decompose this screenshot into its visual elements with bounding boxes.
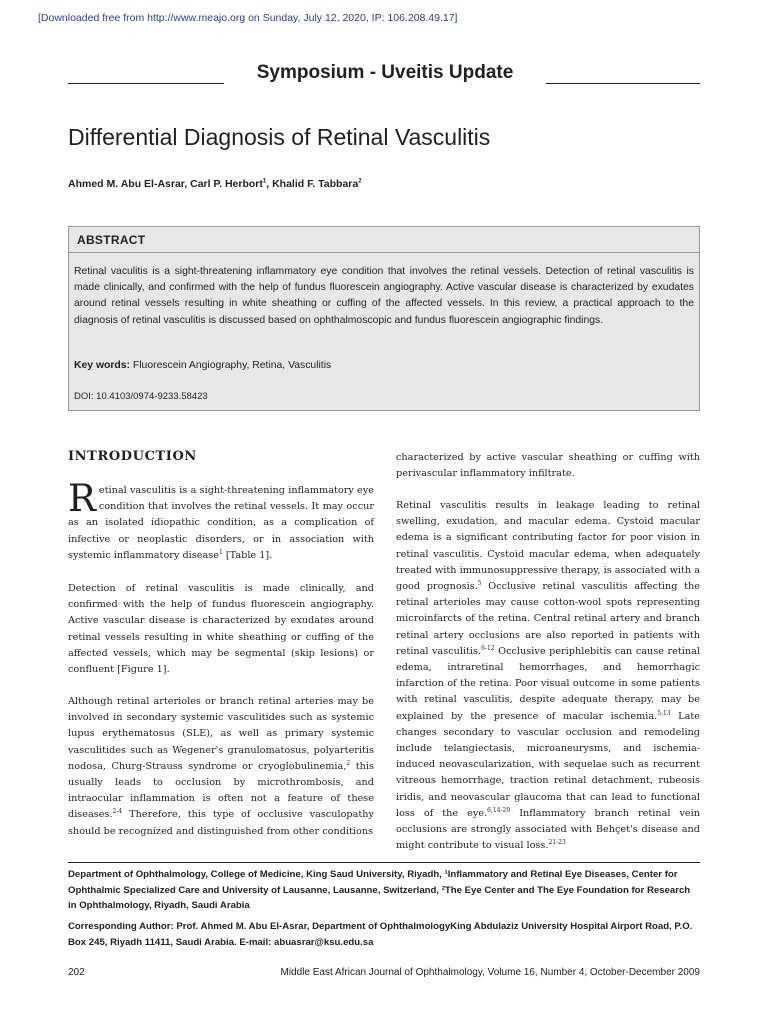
paragraph-text: Occlusive retinal vasculitis affecting the retinal arterioles may cause cotton-wool spots representing microinfarcts of the retina. Central retinal artery and branch retinal artery occlusions are also reported in patients with retinal vasculitis. bbox=[396, 581, 700, 657]
citation: 1 bbox=[218, 548, 223, 556]
intro-paragraph-1 bbox=[68, 477, 374, 564]
author-affiliation-mark: 2 bbox=[358, 178, 362, 185]
author-group-1: Ahmed M. Abu El-Asrar, Carl P. Herbort bbox=[68, 178, 263, 190]
paragraph-text: Retinal vasculitis results in leakage leading to retinal swelling, exudation, and macular edema. Cystoid macular edema is a significant contributing factor for poor vision in retinal vasculitis. Cystoid macular edema, when adequately treated with immunosuppressive therapy, is associated with a good prognosis. bbox=[396, 500, 700, 593]
corresponding-author-note: Corresponding Author: Prof. Ahmed M. Abu El-Asrar, Department of OphthalmologyKing Abdulaziz University Hospital Airport Road, P.O. Box 245, Riyadh 11411, Saudi Arabia. E-mail: abuasrar@ksu.edu.sa bbox=[68, 921, 693, 948]
page-number: 202 bbox=[68, 967, 85, 978]
right-paragraph-2 bbox=[396, 498, 700, 854]
abstract-heading: ABSTRACT bbox=[77, 233, 146, 247]
citation: 21-23 bbox=[548, 839, 566, 847]
footer-divider bbox=[68, 862, 700, 863]
section-rule-right bbox=[546, 83, 700, 84]
paragraph-text: Although retinal arterioles or branch retinal arteries may be involved in secondary systemic vasculitides such as systemic lupus erythematosus (SLE), as well as primary systemic vasculitides such as Wegener's granulomatosus, polyarteritis nodosa, Churg-Strauss syndrome or cryoglobulinemia, bbox=[68, 696, 374, 772]
author-list bbox=[68, 178, 362, 190]
paragraph-text: Occlusive periphlebitis can cause retinal edema, intraretinal hemorrhages, and hemorrhagic infarction of the retina. Poor visual outcome in some patients with retinal vasculitis, despite adequate therapy, may be explained by the presence of macular ischemia. bbox=[396, 645, 700, 722]
affiliation-note: Department of Ophthalmology, College of Medicine, King Saud University, Riyadh, ¹Inflammatory and Retinal Eye Diseases, Center for Ophthalmic Specialized Care and University of Lausanne, Lausanne, Switzerland, ²The Eye Center and The Eye Foundation for Research in Ophthalmology, Riyadh, Saudi Arabia bbox=[68, 869, 691, 911]
intro-paragraph-2: Detection of retinal vasculitis is made clinically, and confirmed with the help of fundus fluorescein angiography. Active vascular disease is characterized by exudates around retinal vessels resulting in white sheathing or cuffing of the affected vessels, which may be segmental (skip lesions) or confluent [Figure 1]. bbox=[68, 583, 374, 676]
paragraph-text: this usually leads to occlusion by microthrombosis, and intraocular inflammation is often not a feature of these diseases. bbox=[68, 760, 374, 821]
right-paragraph-1: characterized by active vascular sheathing or cuffing with perivascular inflammatory infiltrate. bbox=[396, 452, 700, 480]
citation: 6,14-20 bbox=[487, 806, 511, 814]
citation: 5,13 bbox=[657, 709, 671, 717]
download-notice: [Downloaded free from http://www.meajo.org on Sunday, July 12, 2020, IP: 106.208.49.17] bbox=[38, 12, 458, 24]
paragraph-text: Inflammatory branch retinal vein occlusions are strongly associated with Behçet's disease and might contribute to visual loss. bbox=[396, 807, 700, 852]
abstract-divider bbox=[68, 252, 700, 253]
paragraph-text: Late changes secondary to vascular occlusion and remodeling include telangiectasis, microaneurysms, and ischemia-induced neovascularization, with sequelae such as recurrent vitreous hemorrhage, traction retinal detachment, rubeosis iridis, and neovascular glaucoma that can lead to functional loss of the eye. bbox=[396, 710, 700, 819]
journal-citation: Middle East African Journal of Ophthalmology, Volume 16, Number 4, October-December 2009 bbox=[280, 967, 700, 978]
citation: 6-12 bbox=[481, 644, 495, 652]
keywords bbox=[74, 360, 331, 371]
citation: 2 bbox=[346, 759, 351, 767]
introduction-heading: INTRODUCTION bbox=[68, 449, 197, 464]
author-affiliation-mark: 1 bbox=[262, 178, 267, 185]
doi: DOI: 10.4103/0974-9233.58423 bbox=[74, 391, 208, 402]
paragraph-text: Therefore, this type of occlusive vasculopathy should be recognized and distinguished from other conditions bbox=[68, 809, 374, 837]
section-rule-left bbox=[68, 83, 224, 84]
article-title: Differential Diagnosis of Retinal Vasculitis bbox=[68, 124, 491, 150]
abstract-text: Retinal vaculitis is a sight-threatening inflammatory eye condition that involves the retinal vessels. Detection of retinal vasculitis is made clinically, and confirmed with the help of fundus fluorescein angiography. Active vascular disease is characterized by exudates around retinal vessels resulting in white sheathing or cuffing of the affected vessels. In this review, a practical approach to the diagnosis of retinal vasculitis is discussed based on ophthalmoscopic and fundus fluorescein angiographic findings. bbox=[74, 266, 694, 326]
intro-paragraph-3 bbox=[68, 694, 374, 840]
citation: 2-4 bbox=[112, 808, 123, 816]
paragraph-text: [Table 1]. bbox=[222, 549, 273, 561]
paragraph-text: etinal vasculitis is a sight-threatening inflammatory eye condition that involves the retinal vessels. It may occur as an isolated idiopathic condition, as a complication of infective or neoplastic disorders, or in association with systemic inflammatory disease bbox=[68, 485, 374, 561]
citation: 5 bbox=[477, 579, 482, 587]
keywords-label: Key words: bbox=[74, 360, 131, 371]
drop-cap: R bbox=[68, 477, 96, 520]
author-group-2: , Khalid F. Tabbara bbox=[266, 178, 359, 190]
section-title: Symposium - Uveitis Update bbox=[256, 62, 514, 83]
keywords-list: Fluorescein Angiography, Retina, Vasculitis bbox=[130, 360, 332, 371]
